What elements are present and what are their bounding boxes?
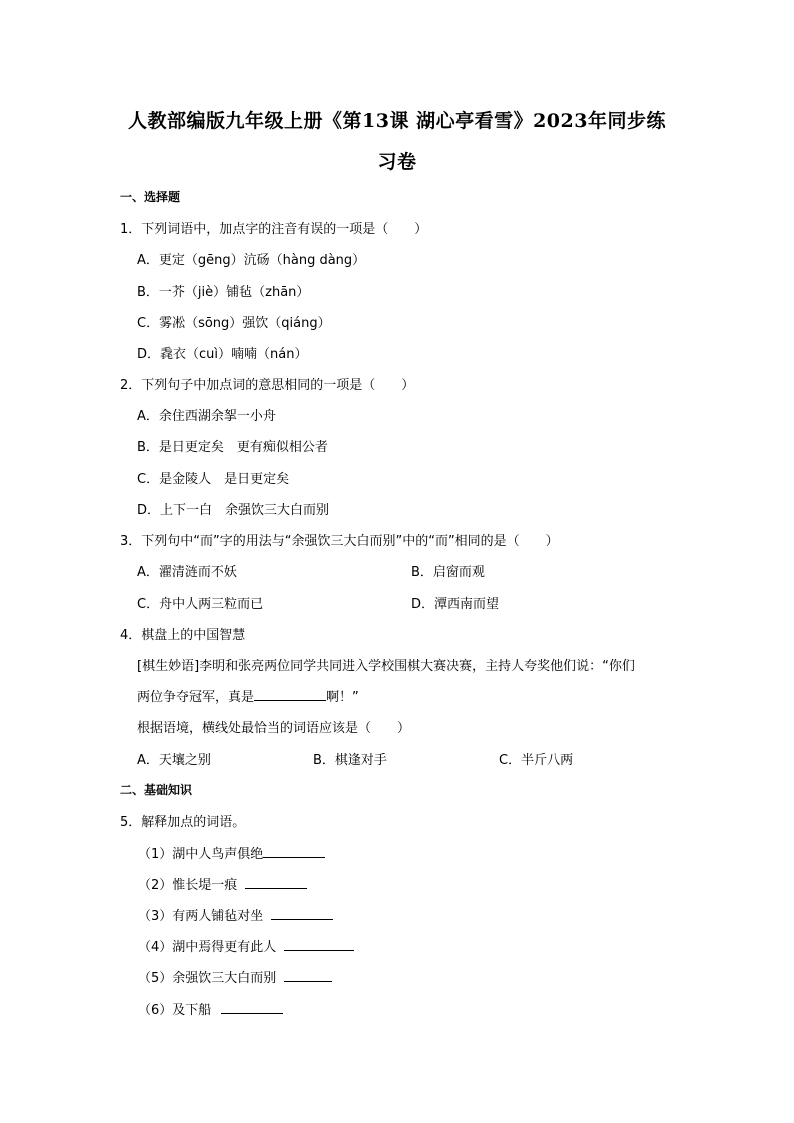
item-text: （1）湖中人鸟声俱绝 bbox=[138, 847, 264, 862]
question-4-option-a: A．天壤之别 bbox=[137, 753, 211, 768]
question-3-stem: 3．下列句中“而”字的用法与“余强饮三大白而别”中的“而”相同的是（ ） bbox=[120, 534, 559, 549]
question-1-option-d: D．毳衣（cuì）喃喃（nán） bbox=[137, 347, 308, 362]
answer-blank[interactable] bbox=[263, 844, 325, 858]
passage-text-after-blank: 啊！” bbox=[326, 690, 359, 705]
question-5-item-2 bbox=[138, 874, 307, 893]
answer-blank[interactable] bbox=[284, 937, 354, 951]
question-4-prompt: 根据语境，横线处最恰当的词语应该是（ ） bbox=[137, 721, 411, 736]
page-title-line-1: 人教部编版九年级上册《第13课 湖心亭看雪》2023年同步练 bbox=[128, 110, 666, 132]
item-text: （5）余强饮三大白而别 bbox=[138, 971, 277, 986]
answer-blank[interactable] bbox=[245, 875, 307, 889]
question-2-option-a: A．余住西湖余挐一小舟 bbox=[137, 409, 276, 424]
answer-blank[interactable] bbox=[221, 1000, 283, 1014]
question-4-option-b: B．棋逢对手 bbox=[313, 753, 387, 768]
item-text: （6）及下船 bbox=[138, 1003, 212, 1018]
question-5-stem: 5．解释加点的词语。 bbox=[120, 815, 246, 830]
page-title-line-2: 习卷 bbox=[377, 151, 417, 173]
answer-blank[interactable] bbox=[271, 906, 333, 920]
question-3-option-d: D．潭西南而望 bbox=[411, 597, 500, 612]
question-3-option-c: C．舟中人两三粒而已 bbox=[137, 597, 264, 612]
question-4-passage-line-2 bbox=[137, 686, 359, 705]
question-2-stem: 2．下列句子中加点词的意思相同的一项是（ ） bbox=[120, 378, 415, 393]
question-4-stem: 4．棋盘上的中国智慧 bbox=[120, 628, 246, 643]
section-heading-basic-knowledge: 二、基础知识 bbox=[120, 783, 193, 797]
question-1-option-a: A．更定（gēng）沆砀（hàng dàng） bbox=[137, 253, 366, 268]
question-2-option-c: C．是金陵人 是日更定矣 bbox=[137, 472, 290, 487]
answer-blank[interactable] bbox=[254, 687, 326, 701]
question-1-stem: 1．下列词语中，加点字的注音有误的一项是（ ） bbox=[120, 222, 428, 237]
question-5-item-4 bbox=[138, 936, 354, 955]
question-5-item-6 bbox=[138, 999, 283, 1018]
question-1-option-b: B．一芥（jiè）铺毡（zhān） bbox=[137, 285, 310, 300]
question-2-option-b: B．是日更定矣 更有痴似相公者 bbox=[137, 440, 328, 455]
question-1-option-c: C．雾凇（sōng）强饮（qiáng） bbox=[137, 316, 331, 331]
question-2-option-d: D．上下一白 余强饮三大白而别 bbox=[137, 503, 330, 518]
question-3-option-b: B．启窗而观 bbox=[411, 565, 485, 580]
item-text: （4）湖中焉得更有此人 bbox=[138, 940, 277, 955]
question-5-item-3 bbox=[138, 905, 333, 924]
question-5-item-1 bbox=[138, 843, 325, 862]
question-5-item-5 bbox=[138, 967, 332, 986]
passage-text-before-blank: 两位争夺冠军，真是 bbox=[137, 690, 255, 705]
question-3-option-a: A．濯清涟而不妖 bbox=[137, 565, 237, 580]
question-4-option-c: C．半斤八两 bbox=[499, 753, 574, 768]
section-heading-choice: 一、选择题 bbox=[120, 190, 181, 204]
item-text: （3）有两人铺毡对坐 bbox=[138, 909, 264, 924]
item-text: （2）惟长堤一痕 bbox=[138, 878, 238, 893]
question-4-passage-line-1: [棋生妙语]李明和张亮两位同学共同进入学校围棋大赛决赛，主持人夸奖他们说：“你们 bbox=[137, 659, 635, 674]
answer-blank[interactable] bbox=[284, 968, 332, 982]
